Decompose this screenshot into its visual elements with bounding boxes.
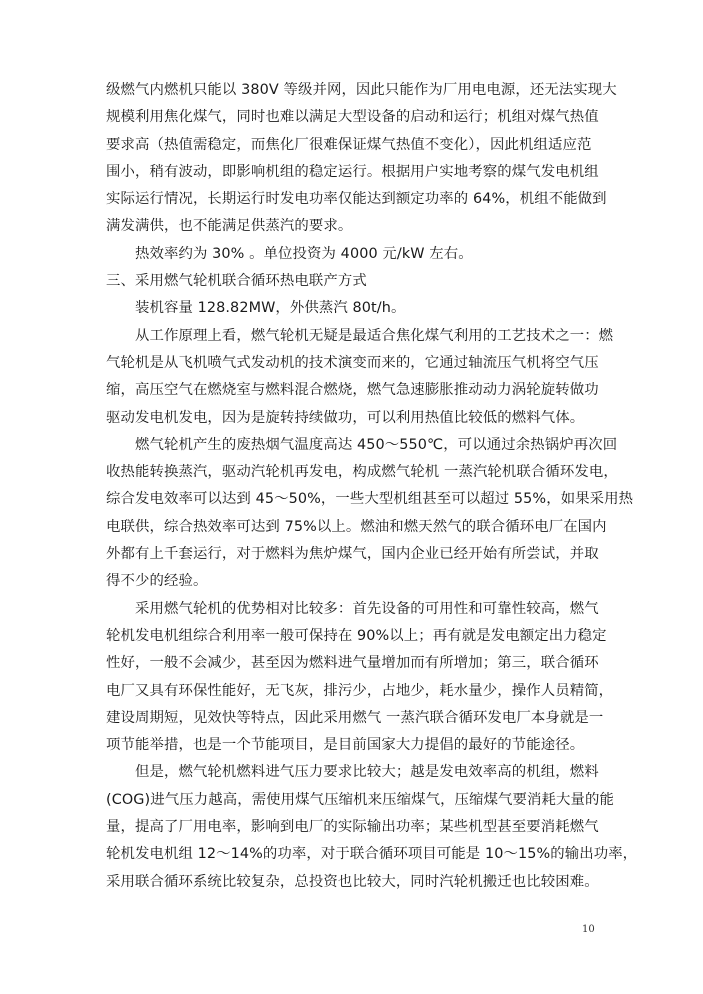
text-line: 规模利用焦化煤气，同时也难以满足大型设备的启动和运行；机组对煤气热值: [106, 109, 599, 126]
text-line: 从工作原理上看，燃气轮机无疑是最适合焦化煤气利用的工艺技术之一：燃: [106, 327, 614, 344]
text-line: 要求高（热值需稳定，而焦化厂很难保证煤气热值不变化），因此机组适应范: [106, 136, 592, 153]
text-line: 实际运行情况，长期运行时发电功率仅能达到额定功率的 64%，机组不能做到: [106, 191, 607, 208]
text-line: 装机容量 128.82MW，外供蒸汽 80t/h。: [106, 300, 406, 317]
text-line: 满发满供，也不能满足供蒸汽的要求。: [106, 218, 353, 235]
text-line: (COG)进气压力越高，需使用煤气压缩机来压缩煤气，压缩煤气要消耗大量的能: [106, 791, 614, 808]
text-line: 收热能转换蒸汽，驱动汽轮机再发电，构成燃气轮机 一蒸汽轮机联合循环发电，: [106, 464, 618, 481]
text-line: 建设周期短，见效快等特点，因此采用燃气 一蒸汽联合循环发电厂本身就是一: [106, 709, 604, 726]
text-line: 缩，高压空气在燃烧室与燃料混合燃烧，燃气急速膨胀推动动力涡轮旋转做功: [106, 382, 599, 399]
text-line: 量，提高了厂用电率，影响到电厂的实际输出功率；某些机型甚至要消耗燃气: [106, 819, 599, 836]
text-line: 围小，稍有波动，即影响机组的稳定运行。根据用户实地考察的煤气发电机组: [106, 163, 599, 180]
text-line: 但是，燃气轮机燃料进气压力要求比较大；越是发电效率高的机组，燃料: [106, 764, 599, 781]
text-line: 气轮机是从飞机喷气式发动机的技术演变而来的，它通过轴流压气机将空气压: [106, 354, 599, 371]
body-text: [106, 77, 638, 896]
text-line: 项节能举措，也是一个节能项目，是目前国家大力提倡的最好的节能途径。: [106, 737, 585, 754]
text-line: 外都有上千套运行，对于燃料为焦炉煤气，国内企业已经开始有所尝试，并取: [106, 546, 599, 563]
text-line: 采用联合循环系统比较复杂，总投资也比较大，同时汽轮机搬迁也比较困难。: [106, 873, 599, 890]
text-line: 得不少的经验。: [106, 573, 208, 590]
section-heading: 三、采用燃气轮机联合循环热电联产方式: [106, 273, 367, 290]
page-number: 10: [582, 924, 595, 935]
text-line: 性好，一般不会减少，甚至因为燃料进气量增加而有所增加；第三，联合循环: [106, 655, 599, 672]
text-line: 轮机发电机组综合利用率一般可保持在 90%以上；再有就是发电额定出力稳定: [106, 627, 607, 644]
text-line: 燃气轮机产生的废热烟气温度高达 450～550℃，可以通过余热锅炉再次回: [106, 436, 618, 453]
text-line: 电联供，综合热效率可达到 75%以上。燃油和燃天然气的联合循环电厂在国内: [106, 518, 607, 535]
text-line: 采用燃气轮机的优势相对比较多：首先设备的可用性和可靠性较高，燃气: [106, 600, 599, 617]
text-line: 综合发电效率可以达到 45～50%，一些大型机组甚至可以超过 55%，如果采用热: [106, 491, 634, 508]
text-line: 轮机发电机组 12～14%的功率，对于联合循环项目可能是 10～15%的输出功率，: [106, 846, 638, 863]
text-line: 电厂又具有环保性能好，无飞灰，排污少，占地少，耗水量少，操作人员精简，: [106, 682, 614, 699]
text-line: 驱动发电机发电，因为是旋转持续做功，可以利用热值比较低的燃料气体。: [106, 409, 585, 426]
text-line: 级燃气内燃机只能以 380V 等级并网，因此只能作为厂用电电源，还无法实现大: [106, 82, 617, 98]
text-line: 热效率约为 30% 。单位投资为 4000 元/kW 左右。: [106, 245, 473, 262]
